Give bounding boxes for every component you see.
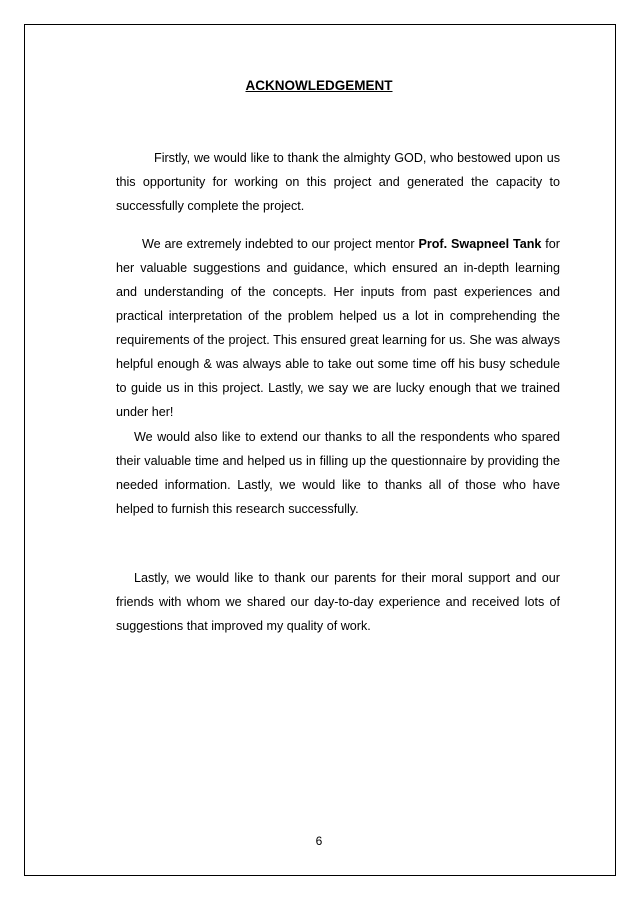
page-number: 6 [315,834,323,848]
paragraph-mentor [116,232,560,424]
mentor-name: Prof. Swapneel Tank [418,237,542,251]
paragraph-family: Lastly, we would like to thank our parents for their moral support and our friends with whom we shared our day-to-day experience and received lots of suggestions that improved my quality of work. [116,571,560,633]
paragraph-mentor-before: We are extremely indebted to our project mentor [142,237,419,251]
paragraph-intro: Firstly, we would like to thank the almighty GOD, who bestowed upon us this opportunity for working on this project and generated the capacity to successfully complete the project. [116,151,560,213]
paragraph-mentor-after: for her valuable suggestions and guidance, which ensured an in-depth learning and understanding of the concepts. Her inputs from past experiences and practical interpretation of the problem helped us a lot in comprehending the requirements of the project. This ensured great learning for us. She was always helpful enough & was always able to take out some time off his busy schedule to guide us in this project. Lastly, we say we are lucky enough that we trained under her! [116,237,560,419]
paragraph-respondents: We would also like to extend our thanks to all the respondents who spared their valuable time and helped us in filling up the questionnaire by providing the needed information. Lastly, we would like to thanks all of those who have helped to furnish this research successfully. [116,430,560,516]
page-title: ACKNOWLEDGEMENT [245,78,393,93]
